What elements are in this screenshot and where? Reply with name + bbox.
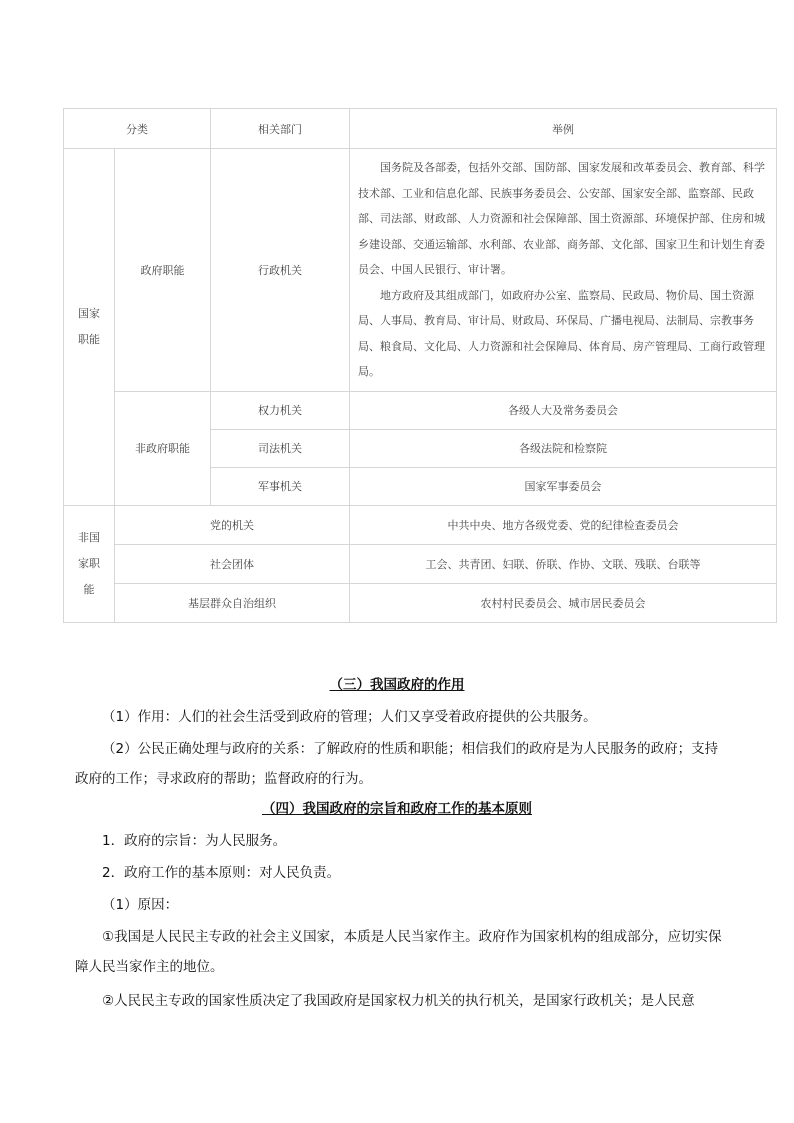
table-row <box>64 149 777 392</box>
table-cell-example <box>350 149 777 392</box>
paragraph: （1）作用：人们的社会生活受到政府的管理；人们又享受着政府提供的公共服务。 <box>102 709 597 725</box>
header-example: 举例 <box>350 109 777 149</box>
classification-table <box>63 108 777 623</box>
table-cell-dept: 司法机关 <box>211 429 350 467</box>
nonstate-label-line: 能 <box>83 582 95 596</box>
paragraph: ①我国是人民民主专政的社会主义国家，本质是人民当家作主。政府作为国家机构的组成部分，应切实保障人民当家作主的地位。 <box>75 929 722 975</box>
nonstate-label-line: 非国 <box>78 530 100 544</box>
section-heading: （四）我国政府的宗旨和政府工作的基本原则 <box>262 801 532 817</box>
table-cell-dept: 党的机关 <box>115 505 350 544</box>
table-cell-dept: 权力机关 <box>211 391 350 429</box>
paragraph: 1．政府的宗旨：为人民服务。 <box>102 833 287 849</box>
section-heading: （三）我国政府的作用 <box>329 677 465 693</box>
example-paragraph: 国务院及各部委，包括外交部、国防部、国家发展和改革委员会、教育部、科学技术部、工业和信息化部、民族事务委员会、公安部、国家安全部、监察部、民政部、司法部、财政部、人力资源和社会保障部、国土资源部、环境保护部、住房和城乡建设部、交通运输部、水利部、农业部、商务部、文化部、国家卫生和计划生育委员会、中国人民银行、审计署。 <box>358 161 765 276</box>
table-cell-example: 农村村民委员会、城市居民委员会 <box>350 583 777 622</box>
nongov-function-label: 非政府职能 <box>115 391 211 505</box>
state-label-line: 国家 <box>78 306 100 320</box>
table-cell-dept: 行政机关 <box>211 149 350 392</box>
table-cell-example: 国家军事委员会 <box>350 467 777 505</box>
header-department: 相关部门 <box>211 109 350 149</box>
table-row <box>64 583 777 622</box>
table-cell-dept: 军事机关 <box>211 467 350 505</box>
paragraph: （1）原因： <box>102 897 179 913</box>
state-label-line: 职能 <box>78 332 100 346</box>
table-cell-example: 各级法院和检察院 <box>350 429 777 467</box>
gov-function-label: 政府职能 <box>115 149 211 392</box>
example-paragraph: 地方政府及其组成部门，如政府办公室、监察局、民政局、物价局、国土资源局、人事局、教育局、审计局、财政局、环保局、广播电视局、法制局、宗教事务局、粮食局、文化局、人力资源和社会保障局、体育局、房产管理局、工商行政管理局。 <box>358 288 765 378</box>
table-cell-example: 各级人大及常务委员会 <box>350 391 777 429</box>
table-row <box>64 391 777 429</box>
table-cell-dept: 社会团体 <box>115 544 350 583</box>
table-cell-dept: 基层群众自治组织 <box>115 583 350 622</box>
nonstate-label-line: 家职 <box>78 556 100 570</box>
state-function-cell <box>64 149 115 506</box>
paragraph: 2．政府工作的基本原则：对人民负责。 <box>102 865 341 881</box>
table-cell-example: 工会、共青团、妇联、侨联、作协、文联、残联、台联等 <box>350 544 777 583</box>
table-cell-example: 中共中央、地方各级党委、党的纪律检查委员会 <box>350 505 777 544</box>
nonstate-function-cell <box>64 505 115 622</box>
table-header-row <box>64 109 777 149</box>
paragraph: （2）公民正确处理与政府的关系：了解政府的性质和职能；相信我们的政府是为人民服务的政府；支持政府的工作；寻求政府的帮助；监督政府的行为。 <box>75 741 719 787</box>
table-row <box>64 505 777 544</box>
table-row <box>64 544 777 583</box>
paragraph: ②人民民主专政的国家性质决定了我国政府是国家权力机关的执行机关，是国家行政机关；是人民意 <box>102 993 695 1009</box>
header-category: 分类 <box>64 109 211 149</box>
